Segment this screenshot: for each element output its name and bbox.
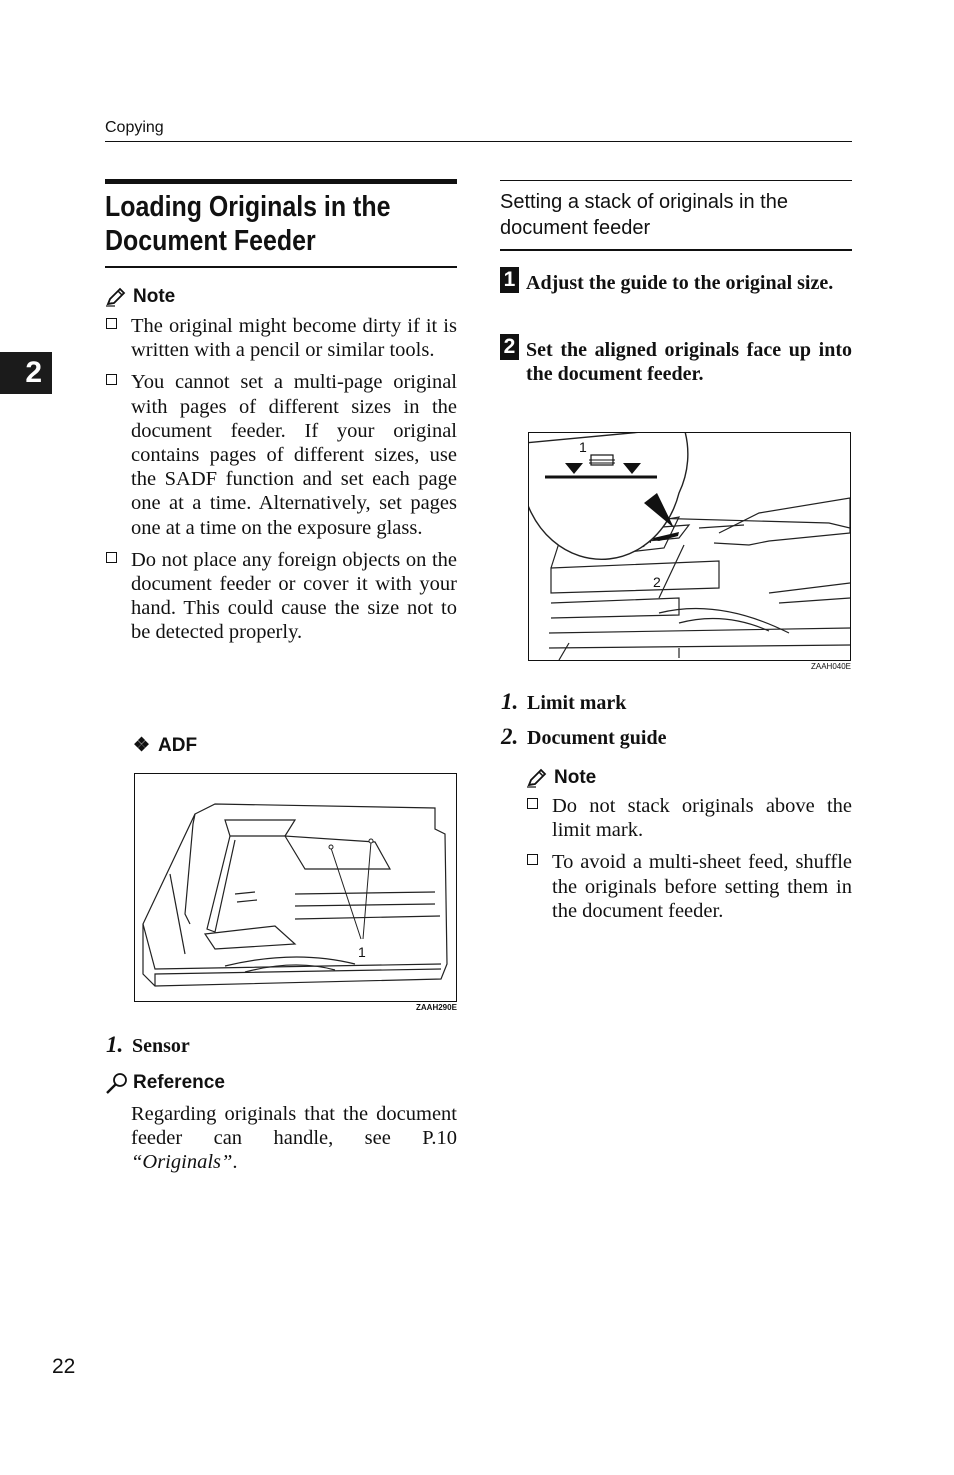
- reference-heading: [105, 1072, 225, 1094]
- step-2: [500, 335, 852, 386]
- adf-illustration: [135, 774, 456, 1001]
- magnifier-icon: [105, 1072, 129, 1094]
- checkbox-bullet-icon: [527, 798, 538, 809]
- step-badge-2: 2: [500, 334, 519, 360]
- feeder-callout-1: 1: [579, 439, 587, 455]
- right-note-heading: [526, 767, 596, 789]
- step-1: [500, 268, 852, 295]
- adf-heading: [133, 734, 197, 757]
- legend-item: 2. Document guide: [501, 724, 667, 749]
- diamond-icon: ❖: [133, 735, 151, 756]
- adf-figure: [134, 773, 457, 1002]
- checkbox-bullet-icon: [106, 552, 117, 563]
- checkbox-bullet-icon: [106, 374, 117, 385]
- section-title-line1: Loading Originals in the: [105, 191, 391, 223]
- subheading-top-rule: [500, 180, 852, 181]
- note-label: Note: [133, 286, 176, 307]
- checkbox-bullet-icon: [106, 318, 117, 329]
- legend-item: 1. Sensor: [106, 1032, 190, 1057]
- step-text-1: Adjust the guide to the original size.: [526, 272, 834, 294]
- running-header: Copying: [105, 119, 164, 136]
- chapter-tab: 2: [0, 352, 52, 394]
- subheading-bottom-rule: [500, 249, 852, 251]
- reference-text: Regarding originals that the document feeder can handle, see P.10 “Originals”.: [131, 1103, 457, 1174]
- checkbox-bullet-icon: [527, 854, 538, 865]
- feeder-figure: [528, 432, 851, 661]
- title-top-rule: [105, 179, 457, 184]
- note-label: Note: [554, 767, 597, 788]
- left-note-list: [105, 314, 457, 653]
- right-note-list: [526, 794, 852, 931]
- adf-label: ADF: [158, 734, 198, 756]
- reference-link[interactable]: “Originals”: [131, 1151, 233, 1174]
- note-item: You cannot set a multi-page original with pages of different sizes in the document feeder. If your original contains pages of different sizes, use the SADF function and set each page one at a time. Alternatively, set pages one at a time on the exposure glass.: [105, 370, 457, 539]
- page-number: 22: [52, 1355, 76, 1378]
- title-bottom-rule: [105, 266, 457, 268]
- header-rule: [105, 141, 852, 142]
- note-item: Do not place any foreign objects on the document feeder or cover it with your hand. This could cause the size not to be detected properly.: [105, 548, 457, 645]
- note-item: To avoid a multi-sheet feed, shuffle the originals before setting them in the document feeder.: [526, 850, 852, 923]
- feeder-callout-2: 2: [653, 574, 661, 590]
- figure-callout-1: 1: [358, 944, 366, 960]
- pencil-icon: [105, 287, 127, 307]
- note-item: The original might become dirty if it is written with a pencil or similar tools.: [105, 314, 457, 362]
- figure-code: ZAAH290E: [416, 1003, 457, 1012]
- note-item: Do not stack originals above the limit mark.: [526, 794, 852, 842]
- step-text-2: Set the aligned originals face up into the document feeder.: [526, 339, 852, 385]
- feeder-figure-code: ZAAH040E: [811, 662, 852, 671]
- section-title: [105, 190, 408, 258]
- note-heading: [105, 286, 175, 308]
- legend-item: 1. Limit mark: [501, 689, 627, 714]
- pencil-icon: [526, 768, 548, 788]
- subheading: Setting a stack of originals in the document feeder: [500, 191, 788, 239]
- reference-label: Reference: [133, 1072, 225, 1093]
- step-badge-1: 1: [500, 267, 519, 293]
- feeder-illustration: [529, 433, 850, 660]
- section-title-line2: Document Feeder: [105, 225, 316, 257]
